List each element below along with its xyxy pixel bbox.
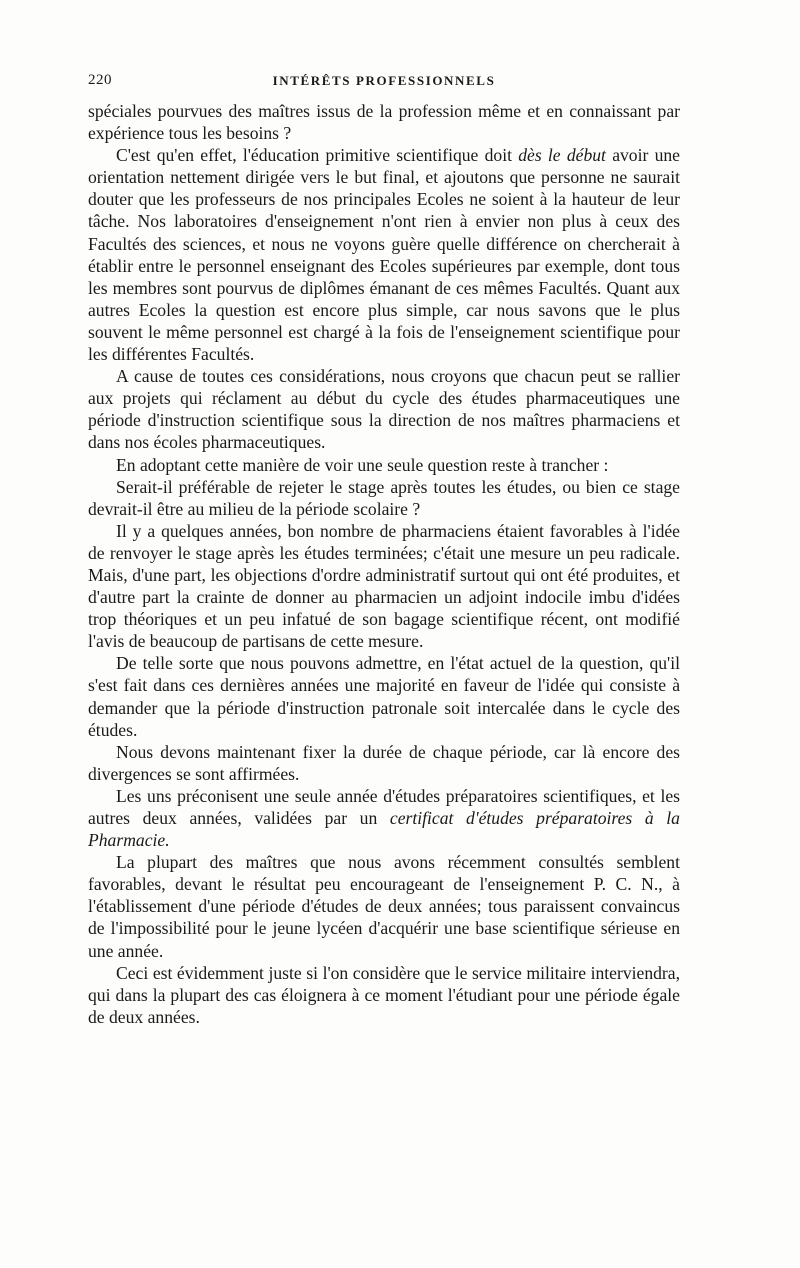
text-segment: La plupart des maîtres que nous avons récemment consultés semblent favorables, devant le résultat peu encourageant de l'enseignement P. C. N., à l'établissement d'une période d'études de deux années; tous paraissent convaincus de l'impossibilité pour le jeune lycéen d'acquérir une base scientifique sérieuse en une année. xyxy=(88,852,680,961)
paragraph xyxy=(88,476,680,520)
paragraph xyxy=(88,741,680,785)
paragraph xyxy=(88,785,680,851)
italic-text: certificat d'études préparatoires à la Pharmacie. xyxy=(88,808,680,851)
text-segment: Serait-il préférable de rejeter le stage après toutes les études, ou bien ce stage devrait-il être au milieu de la période scolaire ? xyxy=(88,476,680,519)
body-text xyxy=(88,100,680,1028)
page-header xyxy=(88,72,680,96)
paragraph xyxy=(88,520,680,653)
page-number: 220 xyxy=(88,72,112,88)
paragraph xyxy=(88,851,680,961)
text-segment: spéciales pourvues des maîtres issus de la profession même et en connaissant par expérience tous les besoins ? xyxy=(88,101,680,144)
text-segment: Il y a quelques années, bon nombre de pharmaciens étaient favorables à l'idée de renvoyer le stage après les études terminées; c'était une mesure un peu radicale. Mais, d'une part, les objections d'ordre administratif surtout qui ont été produites, et d'autre part la crainte de donner au pharmacien un adjoint indocile imbu d'idées trop théoriques et un peu infatué de son bagage scientifique récent, ont modifié l'avis de beaucoup de partisans de cette mesure. xyxy=(88,520,680,652)
text-segment: De telle sorte que nous pouvons admettre, en l'état actuel de la question, qu'il s'est fait dans ces dernières années une majorité en faveur de l'idée qui consiste à demander que la période d'instruction patronale soit intercalée dans le cycle des études. xyxy=(88,653,680,740)
text-segment: En adoptant cette manière de voir une seule question reste à trancher : xyxy=(116,454,609,475)
text-segment: Les uns préconisent une seule année d'études préparatoires scientifiques, et les autres deux années, validées par un xyxy=(88,785,680,828)
paragraph xyxy=(88,100,680,144)
paragraph xyxy=(88,962,680,1028)
text-segment: Ceci est évidemment juste si l'on considère que le service militaire interviendra, qui dans la plupart des cas éloignera à ce moment l'étudiant pour une période égale de deux années. xyxy=(88,962,680,1027)
italic-text: dès le début xyxy=(518,145,606,166)
paragraph xyxy=(88,144,680,365)
text-segment: Nous devons maintenant fixer la durée de chaque période, car là encore des divergences se sont affirmées. xyxy=(88,741,680,784)
text-segment: A cause de toutes ces considérations, nous croyons que chacun peut se rallier aux projets qui réclament au début du cycle des études pharmaceutiques une période d'instruction scientifique sous la direction de nos maîtres pharmaciens et dans nos écoles pharmaceutiques. xyxy=(88,366,680,453)
text-segment: avoir une orientation nettement dirigée vers le but final, et ajoutons que personne ne saurait douter que les professeurs de nos principales Ecoles ne soient à la hauteur de leur tâche. Nos laboratoires d'enseignement n'ont rien à envier non plus à ceux des Facultés des sciences, et nous ne voyons guère quelle différence on chercherait à établir entre le personnel enseignant des Ecoles supérieures par exemple, dont tous les membres sont pourvus de diplômes émanant de ces mêmes Facultés. Quant aux autres Ecoles la question est encore plus simple, car nous savons que le plus souvent le même personnel est chargé à la fois de l'enseignement scientifique pour les différentes Facultés. xyxy=(88,145,680,365)
paragraph xyxy=(88,652,680,740)
text-segment: C'est qu'en effet, l'éducation primitive scientifique doit xyxy=(116,145,519,166)
paragraph xyxy=(88,365,680,453)
paragraph xyxy=(88,454,680,476)
running-title: INTÉRÊTS PROFESSIONNELS xyxy=(272,73,496,88)
